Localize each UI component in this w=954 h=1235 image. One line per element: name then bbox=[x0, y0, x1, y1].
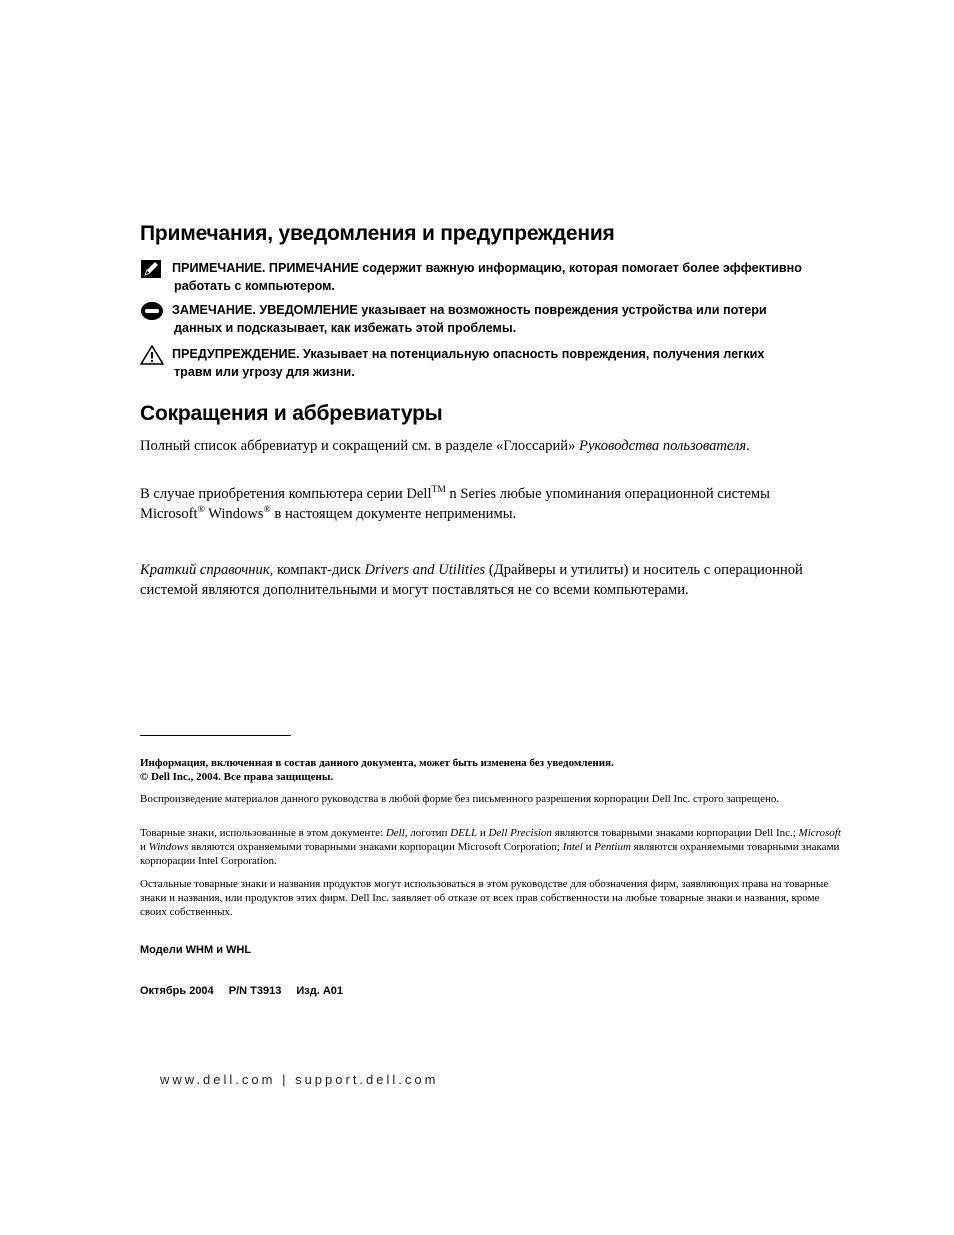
paragraph-n-series bbox=[140, 484, 840, 524]
section-heading-abbreviations: Сокращения и аббревиатуры bbox=[140, 402, 443, 425]
footnote-divider bbox=[140, 735, 291, 736]
legal-notice-line1: Информация, включенная в состав данного документа, может быть изменена без уведомления. bbox=[140, 757, 614, 769]
tm-text: являются товарными знаками корпорации Dell Inc.; bbox=[551, 827, 799, 839]
p2-text-c: Microsoft bbox=[140, 506, 198, 522]
caution-text-cont: травм или угрозу для жизни. bbox=[174, 365, 355, 379]
notice-block bbox=[140, 301, 840, 337]
notice-label: ЗАМЕЧАНИЕ. bbox=[172, 303, 256, 317]
reproduction-notice: Воспроизведение материалов данного руководства в любой форме без письменного разрешения корпорации Dell Inc. строго запрещено. bbox=[140, 793, 780, 805]
p3-text-c: системой являются дополнительными и могут поставляться не со всеми компьютерами. bbox=[140, 582, 689, 598]
tm-text: и bbox=[477, 827, 489, 839]
pencil-note-icon bbox=[140, 259, 164, 281]
registered-mark: ® bbox=[263, 505, 271, 516]
p1-end: . bbox=[746, 438, 750, 454]
registered-mark: ® bbox=[197, 505, 205, 516]
tm-pentium: Pentium bbox=[594, 841, 631, 853]
note-block bbox=[140, 259, 840, 295]
part-number: P/N T3913 bbox=[228, 985, 282, 997]
document-revision bbox=[140, 985, 355, 997]
note-label: ПРИМЕЧАНИЕ. bbox=[172, 261, 266, 275]
tm-dell-logo: DELL bbox=[450, 827, 478, 839]
notice-hand-icon bbox=[140, 301, 164, 323]
other-trademarks-notice: Остальные товарные знаки и названия продуктов могут использоваться в этом руководстве для обозначения фирм, заявляющих права на товарные знаки и названия, или продуктов этих фирм. Dell Inc. заявляет об отказе от всех прав собственности на любые товарные знаки и названия, кроме своих собственных. bbox=[140, 878, 829, 918]
copyright-line: © Dell Inc., 2004. Все права защищены. bbox=[140, 771, 334, 783]
notice-text: УВЕДОМЛЕНИЕ указывает на возможность повреждения устройства или потери bbox=[259, 303, 767, 317]
tm-text: и bbox=[582, 841, 595, 853]
p2-text-e: в настоящем документе неприменимы. bbox=[270, 506, 517, 522]
p3-drivers-utilities: Drivers and Utilities bbox=[364, 562, 486, 578]
model-numbers: Модели WHM и WHL bbox=[140, 944, 252, 956]
caution-text: Указывает на потенциальную опасность повреждения, получения легких bbox=[302, 347, 765, 361]
p3-text-b: (Драйверы и утилиты) и носитель с операционной bbox=[485, 562, 803, 578]
notice-text-cont: данных и подсказывает, как избежать этой проблемы. bbox=[174, 321, 517, 335]
tm-windows: Windows bbox=[148, 841, 189, 853]
p2-text-a: В случае приобретения компьютера серии Dell bbox=[140, 486, 432, 502]
p2-text-b: n Series любые упоминания операционной системы bbox=[445, 486, 770, 502]
p1-guide-title: Руководства пользователя bbox=[579, 438, 747, 454]
note-text: ПРИМЕЧАНИЕ содержит важную информацию, которая помогает более эффективно bbox=[268, 261, 802, 275]
footer-url: www.dell.com | support.dell.com bbox=[160, 1072, 439, 1087]
trademark-mark: TM bbox=[431, 485, 446, 496]
revision: Изд. A01 bbox=[296, 985, 344, 997]
tm-intel: Intel bbox=[562, 841, 583, 853]
tm-dell-precision: Dell Precision bbox=[488, 827, 552, 839]
tm-microsoft: Microsoft bbox=[798, 827, 841, 839]
tm-text: являются охраняемыми товарными знаками корпорации Intel Corporation. bbox=[140, 841, 840, 867]
paragraph-glossary bbox=[140, 436, 840, 456]
legal-notice bbox=[140, 756, 842, 784]
tm-text: , логотип bbox=[404, 827, 451, 839]
note-text-cont: работать с компьютером. bbox=[174, 279, 335, 293]
publication-date: Октябрь 2004 bbox=[140, 985, 214, 997]
section-heading-notes: Примечания, уведомления и предупреждения bbox=[140, 222, 615, 245]
tm-text: и bbox=[140, 841, 149, 853]
trademarks-notice bbox=[140, 826, 842, 868]
caution-block bbox=[140, 345, 840, 381]
paragraph-optional-media bbox=[140, 560, 840, 600]
p3-text-a: , компакт-диск bbox=[269, 562, 365, 578]
p2-text-d: Windows bbox=[204, 506, 264, 522]
tm-text: Товарные знаки, использованные в этом документе: bbox=[140, 827, 386, 839]
tm-text: являются охраняемыми товарными знаками корпорации Microsoft Corporation; bbox=[188, 841, 563, 853]
warning-triangle-icon bbox=[140, 345, 164, 367]
caution-label: ПРЕДУПРЕЖДЕНИЕ. bbox=[172, 347, 300, 361]
tm-dell: Dell bbox=[385, 827, 405, 839]
p3-quick-reference: Краткий справочник bbox=[140, 562, 270, 578]
p1-text: Полный список аббревиатур и сокращений см. в разделе «Глоссарий» bbox=[140, 438, 576, 454]
